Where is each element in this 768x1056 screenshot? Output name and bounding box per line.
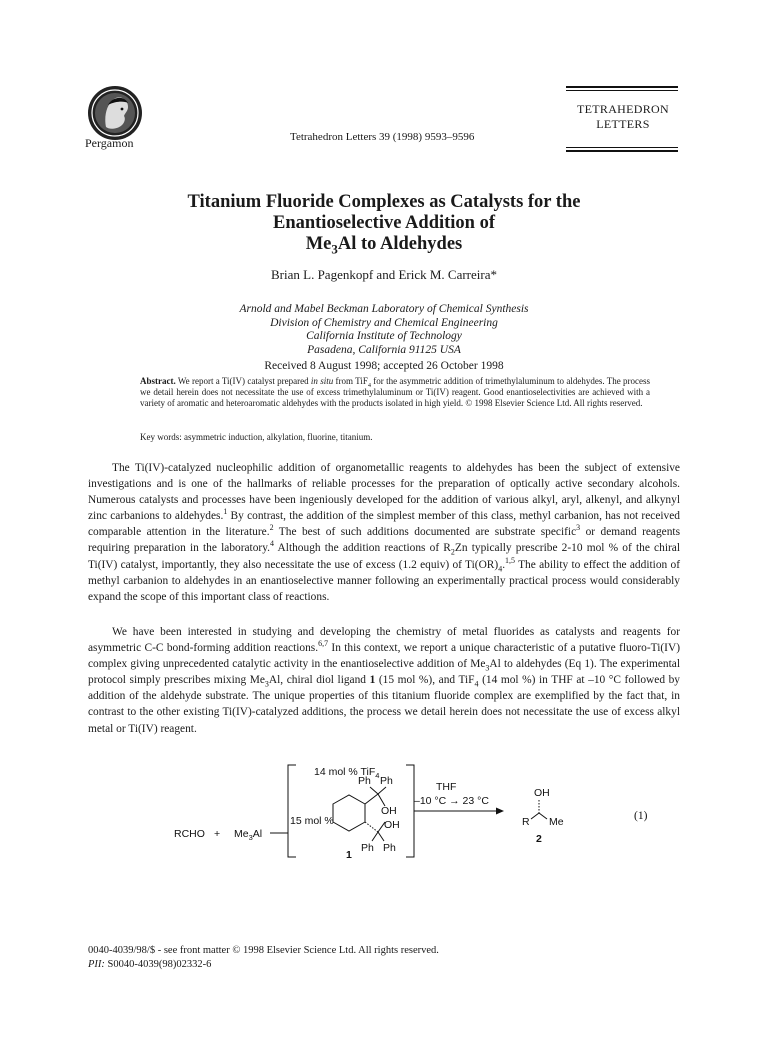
affiliation — [0, 303, 768, 357]
bond-upper — [365, 794, 378, 804]
journal-name-line2: LETTERS — [596, 117, 650, 131]
phenyl-label: Ph — [383, 842, 396, 854]
phenyl-label: Ph — [361, 842, 374, 854]
ligand-amount: 15 mol % — [290, 815, 334, 827]
product-hydroxyl: OH — [534, 787, 550, 799]
title-line-2: Enantioselective Addition of — [272, 213, 495, 233]
reaction-scheme — [88, 764, 688, 864]
footer — [88, 944, 439, 971]
journal-name — [570, 102, 676, 132]
header-rule-bottom — [566, 150, 678, 152]
product-methyl-label: Me — [549, 816, 564, 828]
abstract: Abstract. We report a Ti(IV) catalyst prepared in situ from TiF$_4$ for the asymmetric addition of trimethylaluminum to aldehydes. The process we detail herein does not necessitate the use of excess trimethylaluminum or Ti(IV) reagent. Good enantioselectivities are achieved with a variety of aromatic and heteroaromatic aldehydes with the products isolated in high yield. © 1998 Elsevier Science Ltd. All rights reserved. — [140, 376, 650, 409]
reactant-aldehyde: RCHO — [174, 828, 205, 840]
equation-number: (1) — [634, 810, 648, 822]
phenyl-label: Ph — [380, 775, 393, 787]
pergamon-logo — [78, 83, 152, 143]
bond-upper-ph1 — [370, 787, 378, 794]
solvent-label: THF — [436, 781, 457, 793]
hydroxyl-label: OH — [381, 805, 397, 817]
hydroxyl-label: OH — [384, 819, 400, 831]
bracket-left — [288, 765, 296, 857]
pii-line: PII: S0040-4039(98)02332-6 — [88, 958, 212, 970]
affiliation-line: California Institute of Technology — [306, 330, 462, 342]
ligand-number: 1 — [346, 849, 352, 861]
title-line-1: Titanium Fluoride Complexes as Catalysts for the — [187, 192, 581, 212]
arrow-head — [496, 808, 504, 815]
header-rule-bottom-thin — [566, 147, 678, 148]
body-paragraph-2: We have been interested in studying and developing the chemistry of metal fluorides as catalysts and reagents for asymmetric C-C bond-forming addition reactions.$^{6,7}$ In this context, we report a unique characteristic of a putative fluoro-Ti(IV) complex giving unprecedented catalytic activity in the enantioselective addition of $Me_3Al$ to aldehydes (Eq 1). The experimental protocol simply prescribes mixing $Me_3Al$, chiral diol ligand 1 (15 mol %), and TiF$_4$ (14 mol %) in THF at –10 °C followed by addition of the aldehyde substrate. The unique properties of this titanium fluoride complex are exemplified by the fact that, in contrast to the other existing Ti(IV)-catalyzed additions, the process we detail herein does not necessitate the use of excess alkyl metal or Ti(IV) reagent. — [88, 626, 681, 735]
received-dates: Received 8 August 1998; accepted 26 October 1998 — [264, 360, 504, 372]
keywords: Key words: asymmetric induction, alkylation, fluorine, titanium. — [140, 432, 373, 442]
bond-lower-ph2 — [378, 832, 384, 841]
journal-name-line1: TETRAHEDRON — [577, 102, 669, 116]
title-line-3: $Me_3Al$ to Aldehydes — [305, 234, 463, 257]
phenyl-label: Ph — [358, 775, 371, 787]
publisher-name: Pergamon — [85, 136, 134, 150]
bond-lower-ph1 — [372, 832, 378, 841]
catalyst-label: 14 mol % TiF$_4$ — [314, 766, 380, 780]
bond-upper-ph2 — [378, 787, 386, 794]
journal-reference: Tetrahedron Letters 39 (1998) 9593–9596 — [290, 131, 475, 143]
product-bond-r — [531, 813, 539, 819]
affiliation-line: Arnold and Mabel Beckman Laboratory of Chemical Synthesis — [239, 303, 529, 315]
reactant-trimethylaluminum: $Me_3Al$ — [234, 828, 263, 842]
cyclohexane-ring — [333, 795, 365, 831]
abstract-label: Abstract. — [140, 376, 176, 386]
temperature-label: –10 °C → 23 °C — [414, 795, 489, 807]
copyright-line: 0040-4039/98/$ - see front matter © 1998 Elsevier Science Ltd. All rights reserved. — [88, 945, 439, 956]
plus-sign: + — [214, 828, 221, 840]
bracket-right — [406, 765, 414, 857]
affiliation-line: Division of Chemistry and Chemical Engineering — [270, 316, 498, 329]
header-rule-top — [566, 86, 678, 88]
body-paragraph-1: The Ti(IV)-catalyzed nucleophilic addition of organometallic reagents to aldehydes has been the subject of extensive investigations and is one of the hallmarks of reliable processes for the preparation of optically active secondary alcohols. Numerous catalysts and processes have been ingeniously developed for the addition of various alkyl, aryl, alkenyl, and alkynyl zinc carbanions to aldehydes.$^1$ By contrast, the addition of the simplest member of this class, methyl carbanion, has not received comparable attention in the literature.$^2$ The best of such additions documented are substrate specific$^3$ or demand reagents requiring preparation in the laboratory.$^4$ Although the addition reactions of $R_2Zn$ typically prescribe 2-10 mol % of the chiral Ti(IV) catalyst, importantly, they also necessitate the use of excess (1.2 equiv) of $Ti(OR)_4.^{1,5}$ The ability to effect the addition of methyl carbanion to aldehydes in an enantioselective manner following an experimentally practical process would considerably expand the scope of this important class of reactions. — [88, 462, 681, 603]
article-title — [110, 192, 658, 255]
header-rule-top-thin — [566, 90, 678, 91]
product-bond-me — [539, 813, 547, 819]
product-number: 2 — [536, 833, 542, 845]
bond-lower-hashed — [365, 822, 378, 832]
affiliation-line: Pasadena, California 91125 USA — [307, 343, 461, 356]
authors: Brian L. Pagenkopf and Erick M. Carreira* — [271, 267, 497, 282]
product-r-label: R — [522, 816, 530, 828]
